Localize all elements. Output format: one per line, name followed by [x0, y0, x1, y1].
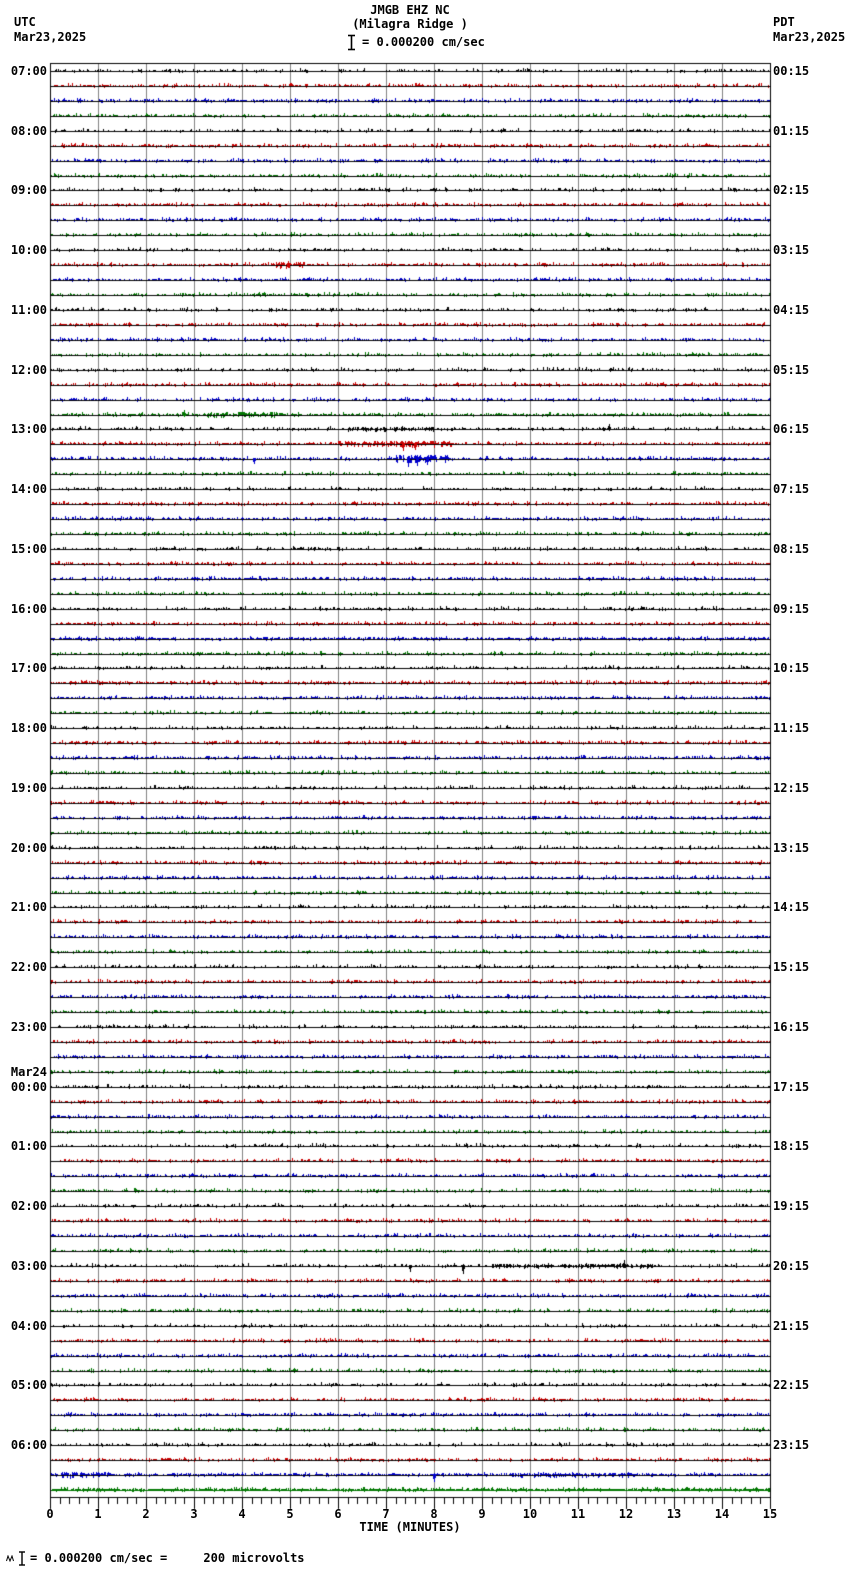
scale-legend [347, 34, 485, 51]
x-axis-tick-label: 10 [522, 1507, 538, 1521]
footer-waveform-icon [6, 1555, 14, 1562]
utc-hour-label: 10:00 [10, 243, 47, 257]
pdt-hour-label: 13:15 [773, 841, 810, 855]
pdt-hour-label: 04:15 [773, 303, 810, 317]
pdt-hour-label: 15:15 [773, 960, 810, 974]
pdt-hour-label: 09:15 [773, 602, 810, 616]
x-axis-tick-label: 13 [666, 1507, 682, 1521]
utc-hour-label: 05:00 [10, 1378, 47, 1392]
pdt-hour-label: 12:15 [773, 781, 810, 795]
pdt-hour-label: 07:15 [773, 482, 810, 496]
x-axis-tick-label: 3 [190, 1507, 198, 1521]
footer-scale-note [6, 1551, 305, 1566]
pdt-hour-label: 21:15 [773, 1319, 810, 1333]
utc-hour-label: 22:00 [10, 960, 47, 974]
utc-hour-label: 04:00 [10, 1319, 47, 1333]
pdt-hour-label: 06:15 [773, 422, 810, 436]
pdt-hour-label: 00:15 [773, 64, 810, 78]
title: JMGB EHZ NC [370, 3, 450, 17]
x-axis-tick-label: 6 [334, 1507, 342, 1521]
utc-hour-label: 19:00 [10, 781, 47, 795]
utc-hour-label: 03:00 [10, 1259, 47, 1273]
x-axis-tick-label: 14 [714, 1507, 730, 1521]
pdt-date: Mar23,2025 [773, 30, 846, 44]
pdt-hour-label: 02:15 [773, 183, 810, 197]
pdt-hour-label: 22:15 [773, 1378, 810, 1392]
x-axis-tick-label: 5 [286, 1507, 294, 1521]
pdt-hour-label: 05:15 [773, 363, 810, 377]
utc-hour-label: 00:00 [10, 1080, 47, 1094]
x-axis-tick-label: 11 [570, 1507, 586, 1521]
utc-hour-label: 18:00 [10, 721, 47, 735]
utc-hour-label: 11:00 [10, 303, 47, 317]
pdt-hour-label: 14:15 [773, 900, 810, 914]
scale-label: = 0.000200 cm/sec [362, 35, 485, 49]
utc-hour-label: 06:00 [10, 1438, 47, 1452]
pdt-hour-label: 11:15 [773, 721, 810, 735]
utc-hour-label: 13:00 [10, 422, 47, 436]
pdt-hour-label: 17:15 [773, 1080, 810, 1094]
utc-hour-label: 08:00 [10, 124, 47, 138]
utc-hour-label: 20:00 [10, 841, 47, 855]
utc-hour-label: 16:00 [10, 602, 47, 616]
pdt-hour-label: 01:15 [773, 124, 810, 138]
utc-hour-label: 21:00 [10, 900, 47, 914]
x-axis-tick-label: 2 [142, 1507, 150, 1521]
utc-hour-label: 14:00 [10, 482, 47, 496]
x-axis-tick-label: 12 [618, 1507, 634, 1521]
subtitle: (Milagra Ridge ) [352, 17, 468, 31]
utc-label: UTC [14, 15, 36, 29]
footer-text: = 0.000200 cm/sec = 200 microvolts [30, 1551, 305, 1565]
utc-hour-label: 23:00 [10, 1020, 47, 1034]
x-axis-tick-label: 7 [382, 1507, 390, 1521]
x-axis-tick-label: 4 [238, 1507, 246, 1521]
x-axis-tick-label: 9 [478, 1507, 486, 1521]
pdt-hour-label: 16:15 [773, 1020, 810, 1034]
scale-ibeam-icon [347, 34, 356, 51]
x-axis-tick-label: 0 [46, 1507, 54, 1521]
pdt-hour-label: 20:15 [773, 1259, 810, 1273]
x-axis-tick-label: 15 [762, 1507, 778, 1521]
pdt-hour-label: 18:15 [773, 1139, 810, 1153]
pdt-hour-label: 23:15 [773, 1438, 810, 1452]
utc-hour-label: 02:00 [10, 1199, 47, 1213]
utc-hour-label: 17:00 [10, 661, 47, 675]
x-axis-tick-label: 8 [430, 1507, 438, 1521]
pdt-label: PDT [773, 15, 795, 29]
pdt-hour-label: 19:15 [773, 1199, 810, 1213]
x-axis-title: TIME (MINUTES) [359, 1520, 461, 1534]
footer-ibeam-icon [18, 1551, 26, 1566]
day-break-label: Mar24 [10, 1065, 47, 1079]
utc-date: Mar23,2025 [14, 30, 87, 44]
pdt-hour-label: 03:15 [773, 243, 810, 257]
x-axis-tick-label: 1 [94, 1507, 102, 1521]
utc-hour-label: 01:00 [10, 1139, 47, 1153]
pdt-hour-label: 10:15 [773, 661, 810, 675]
utc-hour-label: 09:00 [10, 183, 47, 197]
pdt-hour-label: 08:15 [773, 542, 810, 556]
utc-hour-label: 12:00 [10, 363, 47, 377]
utc-hour-label: 15:00 [10, 542, 47, 556]
utc-hour-label: 07:00 [10, 64, 47, 78]
